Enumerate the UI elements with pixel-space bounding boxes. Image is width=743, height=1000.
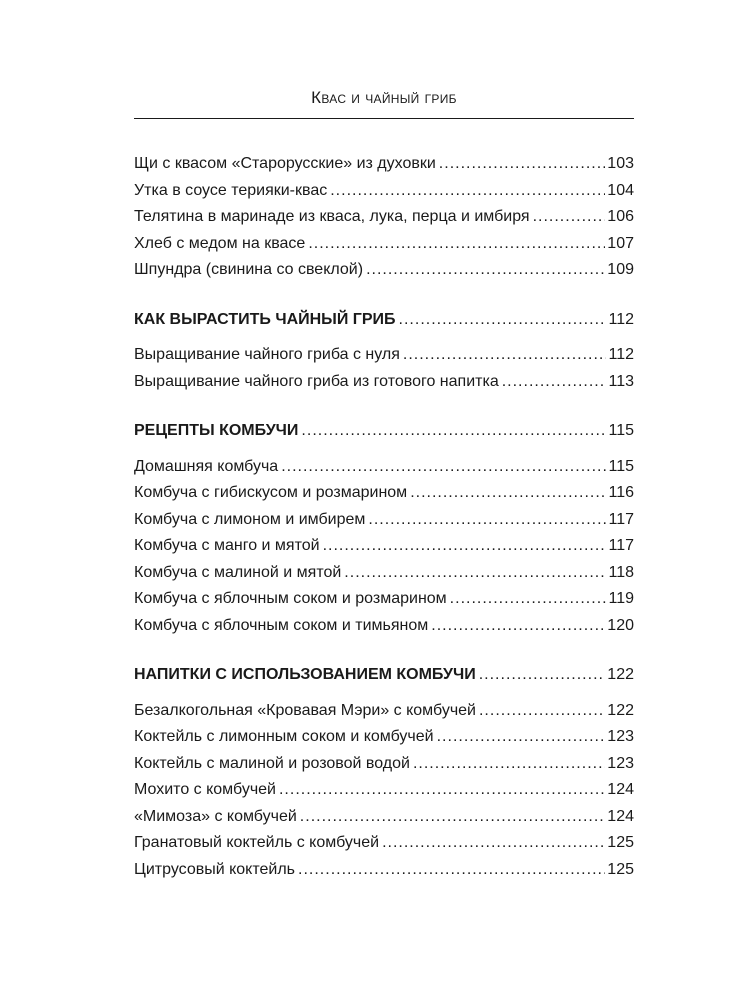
dot-leader <box>366 261 605 279</box>
toc-entry-title: Телятина в маринаде из кваса, лука, перца и имбиря <box>134 208 530 225</box>
toc-entry <box>134 781 634 808</box>
table-of-contents <box>134 155 634 887</box>
toc-entry-page: 117 <box>608 510 634 528</box>
toc-entry-page: 123 <box>607 728 634 745</box>
toc-entry <box>134 537 634 564</box>
dot-leader <box>533 208 606 226</box>
dot-leader <box>368 511 606 529</box>
toc-entry-page: 104 <box>607 181 634 199</box>
toc-entry-title: Гранатовый коктейль с комбучей <box>134 834 380 851</box>
dot-leader <box>300 808 606 826</box>
dot-leader <box>450 590 607 608</box>
toc-entry-title: Комбуча с яблочным соком и тимьяном <box>134 616 429 634</box>
toc-entry-title: Комбуча с манго и мятой <box>134 537 320 554</box>
toc-entry <box>134 155 634 182</box>
dot-leader <box>437 728 606 746</box>
dot-leader <box>344 564 606 582</box>
spacer <box>134 399 634 422</box>
toc-entry <box>134 484 634 511</box>
toc-entry-page: 125 <box>607 860 634 878</box>
toc-entry <box>134 511 634 538</box>
toc-entry-page: 122 <box>607 701 634 719</box>
toc-entry-page: 106 <box>607 208 634 225</box>
toc-entry <box>134 346 634 373</box>
dot-leader <box>281 458 606 476</box>
toc-entry-title: Шпундра (свинина со свеклой) <box>134 261 364 278</box>
toc-entry <box>134 564 634 591</box>
dot-leader <box>279 781 605 799</box>
toc-entry-title: Выращивание чайного гриба с нуля <box>134 346 400 363</box>
toc-entry-title: «Мимоза» с комбучей <box>134 807 297 825</box>
dot-leader <box>479 666 606 684</box>
toc-entry-page: 112 <box>608 346 634 363</box>
toc-entry-title: Комбуча с яблочным соком и розмарином <box>134 590 447 607</box>
toc-entry <box>134 861 634 888</box>
toc-section-heading <box>134 666 634 693</box>
toc-entry-page: 117 <box>608 537 634 554</box>
dot-leader <box>413 755 605 773</box>
toc-entry-page: 116 <box>608 484 634 501</box>
toc-entry-title: Выращивание чайного гриба из готового напитка <box>134 372 499 390</box>
toc-entry <box>134 373 634 400</box>
section-title: РЕЦЕПТЫ КОМБУЧИ <box>134 422 299 439</box>
header-rule <box>134 118 634 119</box>
dot-leader <box>502 373 607 391</box>
toc-entry-page: 124 <box>607 807 634 825</box>
toc-entry-page: 119 <box>608 590 634 607</box>
dot-leader <box>323 537 607 555</box>
toc-entry-title: Цитрусовый коктейль <box>134 860 296 878</box>
toc-entry-page: 103 <box>607 155 634 172</box>
spacer <box>134 693 634 702</box>
toc-entry <box>134 808 634 835</box>
section-title: КАК ВЫРАСТИТЬ ЧАЙНЫЙ ГРИБ <box>134 310 396 328</box>
dot-leader <box>301 422 606 440</box>
toc-entry <box>134 235 634 262</box>
toc-entry <box>134 702 634 729</box>
toc-entry-title: Безалкогольная «Кровавая Мэри» с комбучей <box>134 701 476 719</box>
toc-entry <box>134 261 634 288</box>
dot-leader <box>479 702 605 720</box>
toc-entry <box>134 208 634 235</box>
spacer <box>134 337 634 346</box>
section-title: НАПИТКИ С ИСПОЛЬЗОВАНИЕМ КОМБУЧИ <box>134 666 476 683</box>
dot-leader <box>403 346 607 364</box>
toc-entry-title: Коктейль с лимонным соком и комбучей <box>134 728 434 745</box>
toc-entry-page: 124 <box>607 781 634 798</box>
section-page: 122 <box>607 666 634 683</box>
toc-entry-page: 125 <box>607 834 634 851</box>
toc-entry <box>134 728 634 755</box>
toc-entry-title: Утка в соусе терияки-квас <box>134 181 328 199</box>
toc-entry-page: 118 <box>608 563 634 581</box>
toc-section-heading <box>134 311 634 338</box>
dot-leader <box>298 861 605 879</box>
toc-entry-title: Комбуча с малиной и мятой <box>134 563 342 581</box>
running-head: Квас и чайный гриб <box>311 88 457 107</box>
spacer <box>134 288 634 311</box>
toc-entry-title: Комбуча с гибискусом и розмарином <box>134 484 408 501</box>
dot-leader <box>330 182 605 200</box>
dot-leader <box>382 834 605 852</box>
toc-section-heading <box>134 422 634 449</box>
toc-entry-page: 115 <box>608 457 634 475</box>
toc-entry-page: 109 <box>607 261 634 278</box>
toc-entry-page: 123 <box>607 754 634 772</box>
toc-entry-title: Щи с квасом «Старорусские» из духовки <box>134 155 436 172</box>
dot-leader <box>410 484 606 502</box>
spacer <box>134 449 634 458</box>
spacer <box>134 643 634 666</box>
toc-entry-title: Коктейль с малиной и розовой водой <box>134 754 410 772</box>
toc-entry <box>134 458 634 485</box>
dot-leader <box>399 311 607 329</box>
section-page: 115 <box>608 422 634 439</box>
toc-entry-page: 120 <box>607 616 634 634</box>
toc-entry-title: Комбуча с лимоном и имбирем <box>134 510 366 528</box>
toc-entry-page: 107 <box>607 234 634 252</box>
section-page: 112 <box>608 310 634 328</box>
toc-entry <box>134 834 634 861</box>
toc-entry-title: Домашняя комбуча <box>134 457 279 475</box>
toc-entry-page: 113 <box>608 372 634 390</box>
toc-entry <box>134 590 634 617</box>
dot-leader <box>308 235 605 253</box>
dot-leader <box>439 155 606 173</box>
toc-entry <box>134 617 634 644</box>
toc-entry-title: Мохито с комбучей <box>134 781 276 798</box>
dot-leader <box>431 617 605 635</box>
toc-entry <box>134 755 634 782</box>
toc-entry <box>134 182 634 209</box>
toc-entry-title: Хлеб с медом на квасе <box>134 234 306 252</box>
